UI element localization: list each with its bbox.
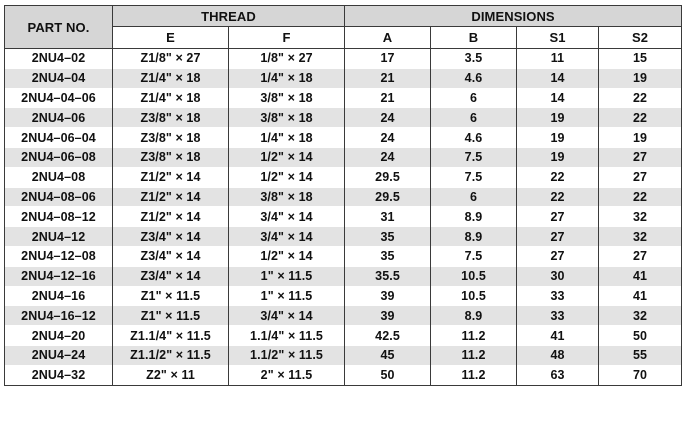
table-row	[5, 326, 682, 346]
header-s2: S2	[599, 27, 682, 49]
thread-f-cell: 1/2" × 14	[229, 147, 345, 167]
thread-e-cell: Z1/2" × 14	[113, 167, 229, 187]
dim-s2-cell: 32	[599, 207, 682, 227]
dim-s1-cell: 33	[517, 286, 599, 306]
thread-e-cell: Z1" × 11.5	[113, 306, 229, 326]
table-row	[5, 286, 682, 306]
thread-e-cell: Z1" × 11.5	[113, 286, 229, 306]
dim-s1-cell: 41	[517, 326, 599, 346]
table-row	[5, 128, 682, 148]
dim-a-cell: 24	[345, 108, 431, 128]
dim-s2-cell: 22	[599, 108, 682, 128]
part-no-cell: 2NU4–32	[5, 365, 113, 385]
thread-f-cell: 1" × 11.5	[229, 266, 345, 286]
header-b: B	[431, 27, 517, 49]
dim-b-cell: 10.5	[431, 266, 517, 286]
part-no-cell: 2NU4–06	[5, 108, 113, 128]
dim-a-cell: 50	[345, 365, 431, 385]
dim-s2-cell: 55	[599, 345, 682, 365]
part-no-cell: 2NU4–04	[5, 68, 113, 88]
part-no-cell: 2NU4–06–04	[5, 128, 113, 148]
dim-s2-cell: 27	[599, 167, 682, 187]
part-no-cell: 2NU4–12	[5, 227, 113, 247]
dim-b-cell: 7.5	[431, 147, 517, 167]
dim-s2-cell: 50	[599, 326, 682, 346]
header-s1: S1	[517, 27, 599, 49]
dim-b-cell: 8.9	[431, 306, 517, 326]
thread-e-cell: Z1.1/2" × 11.5	[113, 345, 229, 365]
part-no-cell: 2NU4–24	[5, 345, 113, 365]
thread-e-cell: Z1/2" × 14	[113, 187, 229, 207]
dim-a-cell: 24	[345, 147, 431, 167]
dim-a-cell: 35	[345, 227, 431, 247]
thread-f-cell: 3/4" × 14	[229, 207, 345, 227]
dim-a-cell: 31	[345, 207, 431, 227]
dim-s2-cell: 32	[599, 306, 682, 326]
part-no-cell: 2NU4–16	[5, 286, 113, 306]
dim-s1-cell: 27	[517, 227, 599, 247]
dim-b-cell: 10.5	[431, 286, 517, 306]
dim-s2-cell: 41	[599, 266, 682, 286]
part-no-cell: 2NU4–20	[5, 326, 113, 346]
part-no-cell: 2NU4–08–06	[5, 187, 113, 207]
dim-s1-cell: 11	[517, 49, 599, 69]
thread-f-cell: 1" × 11.5	[229, 286, 345, 306]
thread-f-cell: 1.1/2" × 11.5	[229, 345, 345, 365]
dim-a-cell: 35	[345, 246, 431, 266]
dim-s2-cell: 22	[599, 187, 682, 207]
thread-e-cell: Z3/4" × 14	[113, 266, 229, 286]
dim-s1-cell: 48	[517, 345, 599, 365]
dim-b-cell: 4.6	[431, 68, 517, 88]
dim-a-cell: 29.5	[345, 187, 431, 207]
part-no-cell: 2NU4–02	[5, 49, 113, 69]
dim-s2-cell: 27	[599, 246, 682, 266]
dim-s1-cell: 33	[517, 306, 599, 326]
thread-f-cell: 3/4" × 14	[229, 306, 345, 326]
thread-e-cell: Z3/8" × 18	[113, 128, 229, 148]
dim-b-cell: 6	[431, 88, 517, 108]
dim-a-cell: 45	[345, 345, 431, 365]
table-row	[5, 246, 682, 266]
thread-f-cell: 1/8" × 27	[229, 49, 345, 69]
dim-s1-cell: 19	[517, 108, 599, 128]
dim-b-cell: 11.2	[431, 345, 517, 365]
thread-f-cell: 3/8" × 18	[229, 88, 345, 108]
table-row	[5, 306, 682, 326]
dim-s1-cell: 22	[517, 167, 599, 187]
header-part-no: PART NO.	[5, 6, 113, 49]
thread-f-cell: 3/8" × 18	[229, 108, 345, 128]
dim-a-cell: 29.5	[345, 167, 431, 187]
header-e: E	[113, 27, 229, 49]
dim-a-cell: 21	[345, 88, 431, 108]
thread-f-cell: 1/2" × 14	[229, 167, 345, 187]
dim-b-cell: 6	[431, 187, 517, 207]
dim-a-cell: 24	[345, 128, 431, 148]
thread-e-cell: Z3/4" × 14	[113, 227, 229, 247]
dim-s1-cell: 22	[517, 187, 599, 207]
thread-f-cell: 1/4" × 18	[229, 68, 345, 88]
thread-e-cell: Z1/8" × 27	[113, 49, 229, 69]
dim-b-cell: 7.5	[431, 167, 517, 187]
thread-f-cell: 3/4" × 14	[229, 227, 345, 247]
table-row	[5, 345, 682, 365]
thread-f-cell: 1/2" × 14	[229, 246, 345, 266]
dim-s1-cell: 19	[517, 128, 599, 148]
dim-a-cell: 35.5	[345, 266, 431, 286]
dim-b-cell: 11.2	[431, 365, 517, 385]
table-row	[5, 88, 682, 108]
dim-b-cell: 8.9	[431, 227, 517, 247]
dim-s2-cell: 41	[599, 286, 682, 306]
dim-b-cell: 4.6	[431, 128, 517, 148]
table-row	[5, 167, 682, 187]
thread-e-cell: Z3/8" × 18	[113, 108, 229, 128]
table-header	[5, 6, 682, 49]
table-row	[5, 187, 682, 207]
part-no-cell: 2NU4–12–08	[5, 246, 113, 266]
thread-e-cell: Z1/4" × 18	[113, 68, 229, 88]
header-f: F	[229, 27, 345, 49]
thread-f-cell: 2" × 11.5	[229, 365, 345, 385]
dim-b-cell: 11.2	[431, 326, 517, 346]
table-row	[5, 266, 682, 286]
spec-table-container	[4, 5, 681, 425]
part-no-cell: 2NU4–04–06	[5, 88, 113, 108]
table-row	[5, 207, 682, 227]
dim-s1-cell: 14	[517, 68, 599, 88]
dim-a-cell: 21	[345, 68, 431, 88]
thread-f-cell: 3/8" × 18	[229, 187, 345, 207]
dim-s2-cell: 70	[599, 365, 682, 385]
thread-e-cell: Z2" × 11	[113, 365, 229, 385]
header-dimensions: DIMENSIONS	[345, 6, 682, 27]
table-row	[5, 49, 682, 69]
table-row	[5, 227, 682, 247]
dim-a-cell: 39	[345, 286, 431, 306]
dim-s1-cell: 14	[517, 88, 599, 108]
dim-a-cell: 42.5	[345, 326, 431, 346]
header-row-top	[5, 6, 682, 27]
dim-a-cell: 39	[345, 306, 431, 326]
dim-b-cell: 3.5	[431, 49, 517, 69]
part-no-cell: 2NU4–08–12	[5, 207, 113, 227]
thread-e-cell: Z1/2" × 14	[113, 207, 229, 227]
dim-b-cell: 7.5	[431, 246, 517, 266]
table-row	[5, 147, 682, 167]
table-body	[5, 49, 682, 386]
thread-f-cell: 1/4" × 18	[229, 128, 345, 148]
thread-e-cell: Z3/4" × 14	[113, 246, 229, 266]
dim-s2-cell: 32	[599, 227, 682, 247]
dim-s2-cell: 19	[599, 128, 682, 148]
dim-s1-cell: 27	[517, 207, 599, 227]
thread-f-cell: 1.1/4" × 11.5	[229, 326, 345, 346]
dim-b-cell: 6	[431, 108, 517, 128]
part-no-cell: 2NU4–16–12	[5, 306, 113, 326]
dim-s2-cell: 22	[599, 88, 682, 108]
table-row	[5, 108, 682, 128]
dim-s1-cell: 19	[517, 147, 599, 167]
table-row	[5, 365, 682, 385]
dim-s1-cell: 30	[517, 266, 599, 286]
header-a: A	[345, 27, 431, 49]
part-no-cell: 2NU4–08	[5, 167, 113, 187]
dim-s1-cell: 63	[517, 365, 599, 385]
thread-e-cell: Z1.1/4" × 11.5	[113, 326, 229, 346]
dim-s2-cell: 27	[599, 147, 682, 167]
dim-s2-cell: 15	[599, 49, 682, 69]
thread-e-cell: Z3/8" × 18	[113, 147, 229, 167]
dim-a-cell: 17	[345, 49, 431, 69]
fitting-dimensions-table	[4, 5, 682, 386]
dim-b-cell: 8.9	[431, 207, 517, 227]
part-no-cell: 2NU4–06–08	[5, 147, 113, 167]
part-no-cell: 2NU4–12–16	[5, 266, 113, 286]
thread-e-cell: Z1/4" × 18	[113, 88, 229, 108]
dim-s2-cell: 19	[599, 68, 682, 88]
table-row	[5, 68, 682, 88]
dim-s1-cell: 27	[517, 246, 599, 266]
header-thread: THREAD	[113, 6, 345, 27]
